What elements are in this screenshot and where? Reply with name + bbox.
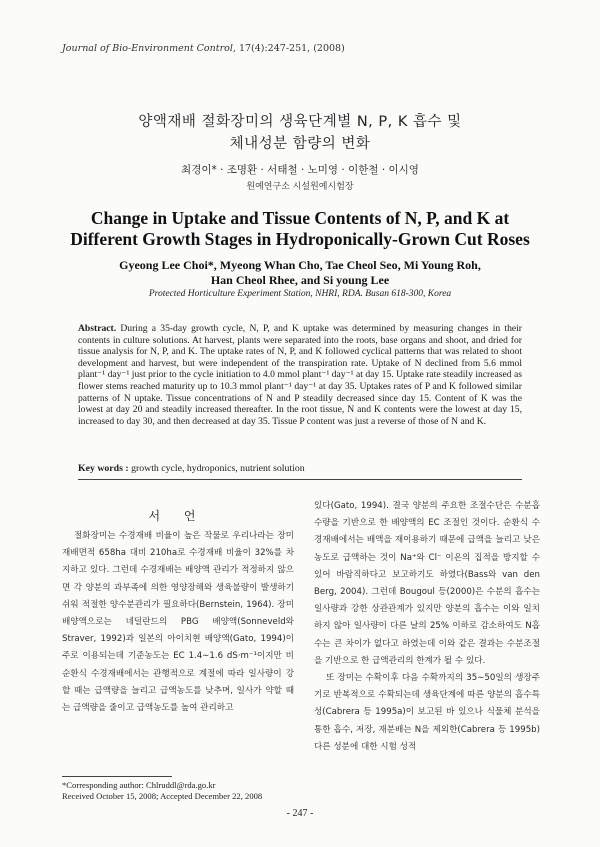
section-heading: 서 언 bbox=[148, 509, 206, 523]
received-dates: Received October 15, 2008; Accepted December 22, 2008 bbox=[62, 790, 263, 801]
english-title-line-1: Change in Uptake and Tissue Contents of N, P, and K at bbox=[90, 208, 510, 228]
body-column-right bbox=[314, 498, 540, 756]
keywords bbox=[78, 463, 522, 474]
abstract-text: During a 35-day growth cycle, N, P, and K uptake was determined by measuring changes in their contents in culture solutions. At harvest, plants were separated into the roots, base organs and shoot, and dried for tissue analysis for N, P, and K. The uptake rates of N, P, and K followed cyclical patterns that was related to shoot development and harvest, but were independent of the transpiration rate. Uptake of N declined from 5.6 mmol plant⁻¹ day⁻¹ just prior to the cycle initiation to 4.0 mmol plant⁻¹ day⁻¹ at day 15. Uptake rate steadily increased as flower stems reached maturity up to 10.3 mmol plant⁻¹ day⁻¹ at day 35. Uptakes rates of P and K followed similar patterns of N uptake. Tissue concentrations of N and P steadily decreased since day 15. Content of K was the lowest at day 20 and steadily increased thereafter. In the root tissue, N and K contents were the lowest at day 15, increased to day 30, and then decreased at day 35. Tissue P content was just a reverse of those of N and K. bbox=[78, 323, 522, 427]
corresponding-author: *Corresponding author: Chlruddl@rda.go.kr bbox=[62, 780, 216, 790]
english-authors-line-2: Han Cheol Rhee, and Si young Lee bbox=[210, 273, 390, 287]
abstract bbox=[78, 323, 522, 427]
keywords-label: Key words : bbox=[78, 463, 129, 474]
korean-affiliation: 원예연구소 시설원예시험장 bbox=[246, 182, 354, 192]
korean-title-line-2: 체내성분 함량의 변화 bbox=[229, 136, 371, 152]
body-paragraph: 또 장미는 수확이후 다음 수확까지의 35∼50일의 생장주기로 반복적으로 수확되는데 생육단계에 따른 양분의 흡수특성(Cabrera 등 1995a)이 보고된 바 있으나 식물체 분석을 통한 흡수, 저장, 재분배는 N을 제외한(Cabrera 등 1995b) 다른 성분에 대한 시험 성적 bbox=[314, 673, 540, 752]
keywords-text: growth cycle, hydroponics, nutrient solution bbox=[131, 463, 305, 474]
korean-title-line-1: 양액재배 절화장미의 생육단계별 N, P, K 흡수 및 bbox=[138, 114, 462, 130]
footnote bbox=[62, 780, 262, 801]
english-authors-line-1: Gyeong Lee Choi*, Myeong Whan Cho, Tae Cheol Seo, Mi Young Roh, bbox=[119, 258, 481, 272]
korean-authors: 최경이* · 조명환 · 서태철 · 노미영 · 이한철 · 이시영 bbox=[181, 164, 419, 176]
page-number: - 247 - bbox=[286, 808, 314, 819]
journal-header bbox=[62, 43, 345, 54]
body-paragraph: 절화장미는 수경재배 비율이 높은 작물로 우리나라는 장미 재배면적 658ha 대비 210ha로 수경재배 비율이 32%를 차지하고 있다. 그런데 수경재배는 배양액 관리가 적정하지 않으면 각 양분의 과부족에 의한 영양장해와 생육불량이 발생하기 쉬워 적절한 양수분관리가 필요하다(Bernstein, 1964). 장미 배양액으로는 네덜란드의 PBG 배양액(Sonneveld와 Straver, 1992)과 일본의 아이치현 배양액(Gato, 1994)이 주로 이용되는데 기준농도는 EC 1.4∼1.6 dS·m⁻¹이지만 비순환식 수경재배에서는 관행적으로 계절에 따라 일사량이 강할 때는 급액량을 늘리고 급액농도를 낮추며, 일사가 약할 때는 급액량을 줄이고 급액농도를 높여 관리하고 bbox=[62, 531, 294, 714]
english-title-line-2: Different Growth Stages in Hydroponically-Grown Cut Roses bbox=[70, 229, 530, 249]
divider-line bbox=[78, 479, 522, 480]
body-paragraph: 있다(Gato, 1994). 결국 양분의 주요한 조절수단은 수분흡수량을 기반으로 한 배양액의 EC 조절인 것이다. 순환식 수경재배에서는 배액을 재이용하기 때문에 급액을 늘리고 낮은 농도로 급액하는 것이 Na⁺와 Cl⁻ 이온의 집적을 방지할 수 있어 바람직하다고 보고하기도 하였다(Bass와 van den Berg, 2004). 그런데 Bougoul 등(2000)은 수분의 흡수는 일사량과 강한 상관관계가 있지만 양분의 흡수는 이와 일치하지 않아 일사량이 다른 날의 25% 이하로 감소하여도 N흡수는 큰 차이가 없다고 하였는데 이와 같은 결과는 수분조절을 기반으로 한 급액관리의 한계가 될 수 있다. bbox=[314, 501, 540, 666]
body-column-left bbox=[62, 528, 294, 717]
abstract-label: Abstract. bbox=[78, 323, 117, 334]
journal-name: Journal of Bio-Environment Control, bbox=[62, 43, 236, 54]
journal-volume: 17(4):247-251, (2008) bbox=[238, 43, 345, 54]
english-affiliation: Protected Horticulture Experiment Station, NHRI, RDA. Busan 618-300, Korea bbox=[148, 289, 452, 299]
footnote-divider bbox=[62, 776, 172, 777]
